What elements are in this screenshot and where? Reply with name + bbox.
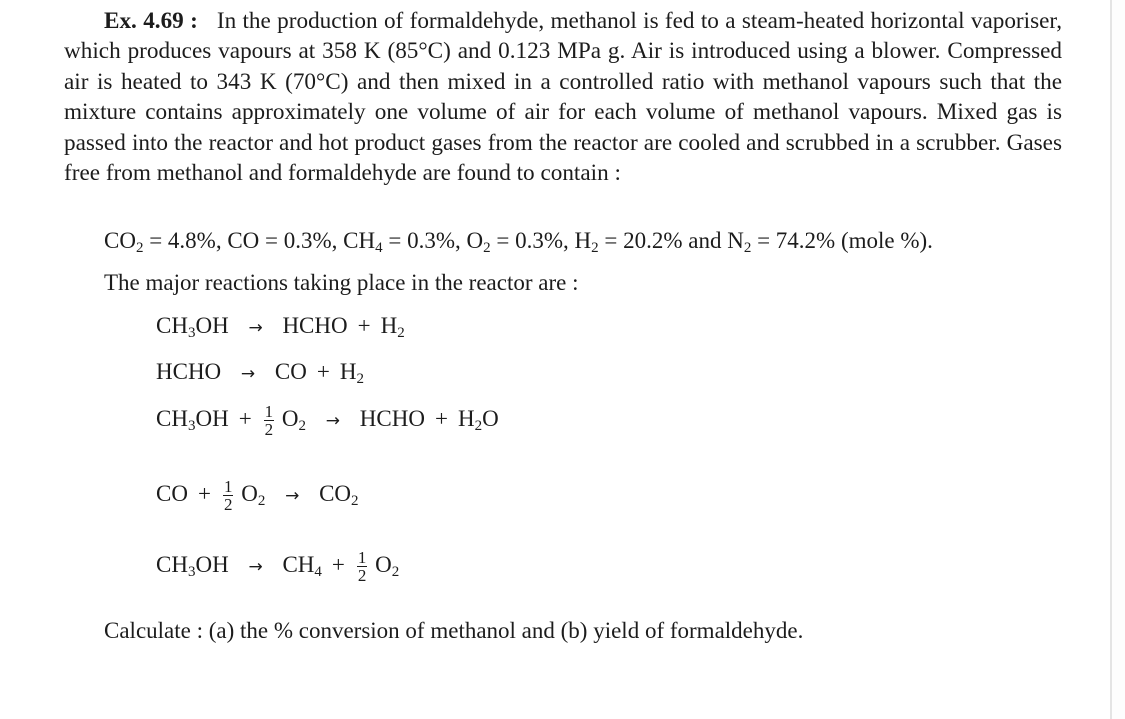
reaction-3: $CH_3OH$ + $\frac{1}{2}$ $O_2$ → HCHO + $H_2O$ [156,402,499,439]
arrow-icon: → [325,410,341,431]
half-fraction: $\frac{1}{2}$ [223,477,233,514]
arrow-icon: → [248,318,263,338]
reaction-1: $CH_3OH$ → HCHO + $H_2$ [156,313,405,341]
arrow-icon: → [285,485,300,506]
half-fraction: $\frac{1}{2}$ [357,548,367,585]
reaction-5: $CH_3OH \to CH_4$ + $\frac{1}{2}$ $O_2$ [156,548,400,585]
example-label: Ex. 4.69 : [104,8,198,34]
reactions-intro: The major reactions taking place in the reactor are : [104,270,579,295]
half-fraction: $\frac{1}{2}$ [264,402,274,439]
statement-text: In the production of formaldehyde, methanol is fed to a steam-heated horizontal vaporiser, which produces vapours at 358 K (85°C) and 0.123 MPa g. Air is introduced using a blower. Compressed air is heated to 343 K (70°C) and then mixed in a controlled ratio with methanol vapours such that the mixture contains approximately one volume of air for each volume of methanol vapours. Mixed gas is passed into the reactor and hot product gases from the reactor are cooled and scrubbed in a scrubber. Gases free from methanol and formaldehyde are found to contain : [64,8,1062,187]
arrow-icon: → [240,364,256,384]
reaction-4: CO + $\frac{1}{2}$ $O_2 \to CO_2$ [156,477,359,514]
problem-statement [64,6,1062,188]
arrow-icon: → [248,556,263,577]
reaction-2: HCHO → CO + $H_2$ [156,359,364,387]
question-text: Calculate : (a) the % conversion of methanol and (b) yield of formaldehyde. [104,618,804,643]
gas-composition: $CO_2 = 4.8\%$, CO = 0.3%, $CH_4 = 0.3\%$, $O_2 = 0.3\%$, $H_2 = 20.2\%$ and $N_2 = 74.2\%$ (mole %). [104,228,933,256]
